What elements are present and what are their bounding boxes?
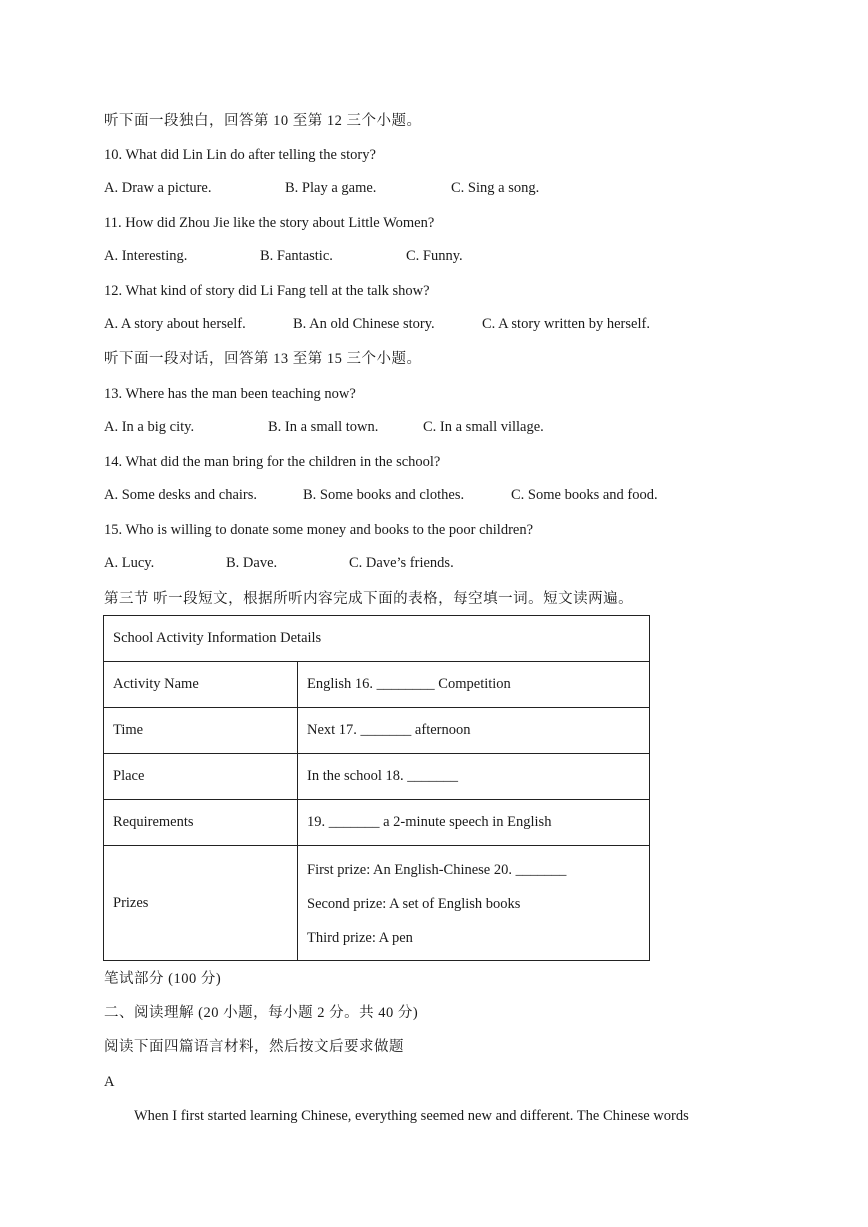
question-11: 11. How did Zhou Jie like the story about Little Women? (104, 215, 435, 231)
table-row (104, 662, 650, 708)
option-10a: A. Draw a picture. (104, 180, 212, 196)
table-row (104, 800, 650, 846)
section-heading-dialogue: 听下面一段对话，回答第 13 至第 15 三个小题。 (104, 351, 422, 367)
table-row-prizes (104, 846, 650, 961)
option-10b: B. Play a game. (285, 180, 377, 196)
question-10: 10. What did Lin Lin do after telling the story? (104, 147, 376, 163)
row-value: English 16. ________ Competition (298, 662, 650, 708)
option-11b: B. Fantastic. (260, 248, 333, 264)
row-value: In the school 18. _______ (298, 754, 650, 800)
passage-label: A (104, 1074, 115, 1090)
row-value: 19. _______ a 2-minute speech in English (298, 800, 650, 846)
question-15: 15. Who is willing to donate some money and books to the poor children? (104, 522, 534, 538)
row-value: Next 17. _______ afternoon (298, 708, 650, 754)
third-prize: Third prize: A pen (307, 930, 413, 946)
option-15c: C. Dave’s friends. (349, 555, 454, 571)
passage-text: When I first started learning Chinese, everything seemed new and different. The Chinese words (134, 1108, 689, 1124)
second-prize: Second prize: A set of English books (307, 896, 521, 912)
option-14a: A. Some desks and chairs. (104, 487, 258, 503)
first-prize: First prize: An English-Chinese 20. _______ (307, 862, 567, 878)
option-15a: A. Lucy. (104, 555, 155, 571)
row-label: Requirements (104, 800, 298, 846)
table-row (104, 708, 650, 754)
option-12b: B. An old Chinese story. (293, 316, 435, 332)
row-label: Time (104, 708, 298, 754)
option-10c: C. Sing a song. (451, 180, 540, 196)
option-13a: A. In a big city. (104, 419, 195, 435)
option-14c: C. Some books and food. (511, 487, 658, 503)
option-12c: C. A story written by herself. (482, 316, 650, 332)
option-11a: A. Interesting. (104, 248, 188, 264)
reading-section-heading: 二、阅读理解 (20 小题，每小题 2 分。共 40 分) (104, 1005, 419, 1021)
option-13c: C. In a small village. (423, 419, 544, 435)
option-14b: B. Some books and clothes. (303, 487, 465, 503)
row-label: Activity Name (104, 662, 298, 708)
written-part-heading: 笔试部分 (100 分) (104, 971, 222, 987)
question-14: 14. What did the man bring for the children in the school? (104, 454, 441, 470)
table-row (104, 754, 650, 800)
prizes-label: Prizes (104, 846, 298, 961)
row-label: Place (104, 754, 298, 800)
option-12a: A. A story about herself. (104, 316, 246, 332)
option-15b: B. Dave. (226, 555, 278, 571)
table-title: School Activity Information Details (104, 616, 650, 662)
activity-info-table (103, 615, 650, 961)
table-title-row (104, 616, 650, 662)
question-13: 13. Where has the man been teaching now? (104, 386, 356, 402)
reading-instruction: 阅读下面四篇语言材料，然后按文后要求做题 (104, 1039, 404, 1055)
question-12: 12. What kind of story did Li Fang tell at the talk show? (104, 283, 430, 299)
section3-heading: 第三节 听一段短文，根据所听内容完成下面的表格，每空填一词。短文读两遍。 (104, 591, 634, 607)
prizes-list (298, 846, 650, 961)
option-13b: B. In a small town. (268, 419, 379, 435)
option-11c: C. Funny. (406, 248, 463, 264)
section-heading-monologue: 听下面一段独白，回答第 10 至第 12 三个小题。 (104, 113, 422, 129)
